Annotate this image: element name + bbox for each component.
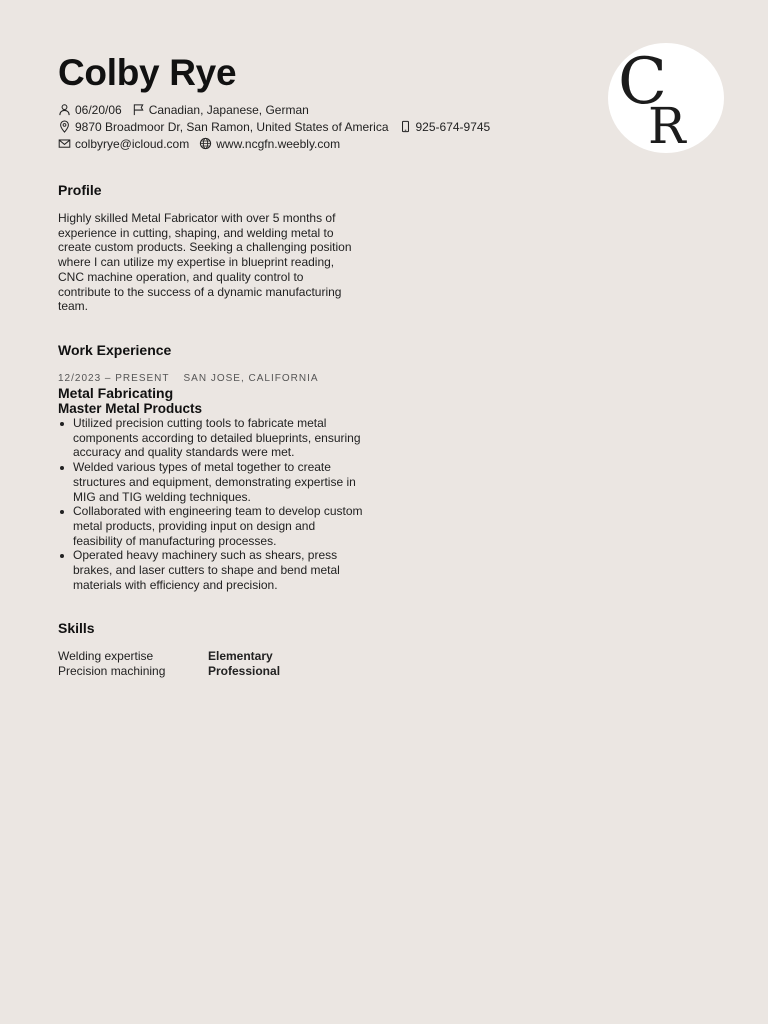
job-meta bbox=[58, 373, 319, 384]
monogram-logo bbox=[608, 43, 724, 153]
envelope-icon bbox=[58, 137, 71, 150]
address-text: 9870 Broadmoor Dr, San Ramon, United States of America bbox=[75, 119, 389, 134]
phone-item bbox=[399, 120, 491, 134]
website-link[interactable]: www.ncgfn.weebly.com bbox=[216, 136, 341, 151]
monogram-letters bbox=[608, 43, 724, 153]
candidate-name: Colby Rye bbox=[58, 52, 237, 93]
birthdate-item bbox=[58, 103, 122, 117]
birthdate-text: 06/20/06 bbox=[75, 102, 122, 117]
job-dates: 12/2023 – PRESENT bbox=[58, 373, 170, 384]
website-item[interactable] bbox=[199, 137, 340, 151]
job-bullet: Utilized precision cutting tools to fabricate metal components according to detailed blueprints, ensuring accuracy and quality standards were met. bbox=[58, 416, 363, 460]
profile-heading: Profile bbox=[58, 182, 102, 198]
job-title: Metal Fabricating bbox=[58, 385, 174, 401]
skills-heading: Skills bbox=[58, 620, 95, 636]
flag-icon bbox=[132, 103, 145, 116]
mobile-phone-icon bbox=[399, 120, 412, 133]
job-bullet: Operated heavy machinery such as shears, press brakes, and laser cutters to shape and bend metal materials with efficiency and precision. bbox=[58, 548, 363, 592]
monogram-letter-r: R bbox=[648, 97, 686, 153]
job-bullet-list bbox=[58, 416, 363, 592]
globe-icon bbox=[199, 137, 212, 150]
person-icon bbox=[58, 103, 71, 116]
skill-name: Welding expertise bbox=[58, 648, 154, 663]
skill-name: Precision machining bbox=[58, 663, 166, 678]
nationality-text: Canadian, Japanese, German bbox=[148, 102, 309, 117]
skill-row bbox=[58, 663, 280, 678]
phone-text: 925-674-9745 bbox=[415, 119, 491, 134]
job-company: Master Metal Products bbox=[58, 401, 203, 416]
job-bullet: Collaborated with engineering team to develop custom metal products, providing input on design and feasibility of manufacturing processes. bbox=[58, 504, 363, 548]
monogram-letter-c: C bbox=[618, 45, 667, 119]
job-location: SAN JOSE, CALIFORNIA bbox=[183, 373, 319, 384]
skill-row bbox=[58, 648, 280, 663]
address-item bbox=[58, 120, 389, 134]
job-bullet: Welded various types of metal together to create structures and equipment, demonstrating expertise in MIG and TIG welding techniques. bbox=[58, 460, 363, 504]
profile-summary: Highly skilled Metal Fabricator with over 5 months of experience in cutting, shaping, and welding metal to create custom products. Seeking a challenging position where I can utilize my expertise in blueprint reading, CNC machine operation, and quality control to contribute to the success of a dynamic manufacturing team. bbox=[58, 211, 352, 314]
nationality-item bbox=[132, 103, 309, 117]
skills-list bbox=[58, 648, 280, 678]
skill-level: Professional bbox=[208, 663, 281, 678]
location-pin-icon bbox=[58, 120, 71, 133]
email-link[interactable]: colbyrye@icloud.com bbox=[75, 136, 190, 151]
work-experience-heading: Work Experience bbox=[58, 342, 172, 358]
contact-info bbox=[58, 101, 500, 152]
contact-row-3 bbox=[58, 135, 500, 152]
contact-row-1 bbox=[58, 101, 500, 118]
skill-level: Elementary bbox=[208, 648, 273, 663]
contact-row-2 bbox=[58, 118, 500, 135]
email-item[interactable] bbox=[58, 137, 189, 151]
